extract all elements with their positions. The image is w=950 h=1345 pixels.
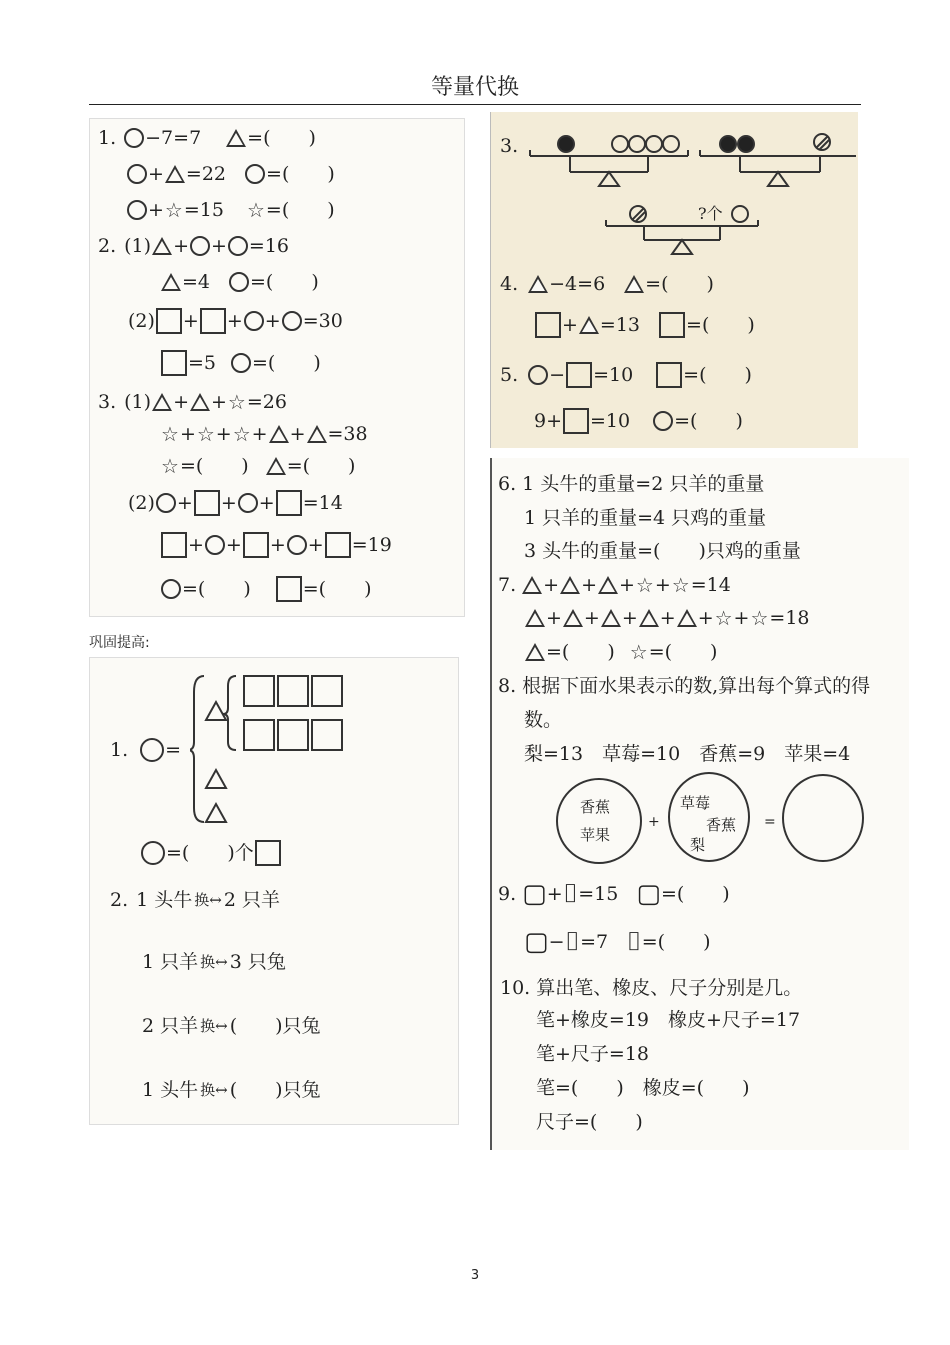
circle-icon — [161, 579, 181, 599]
triangle-icon — [226, 129, 246, 147]
rb-q9-line1: 9. ▢ + ⌷ =15 ▢ =( ) — [498, 879, 730, 909]
rb-q8-line3 — [524, 742, 850, 766]
swap-label: 换 — [200, 1017, 216, 1035]
rt-q5-l3: 9+ — [534, 410, 563, 432]
circle-icon — [653, 411, 673, 431]
lt-q3-l4: =( ) — [286, 455, 356, 477]
circle-icon — [245, 164, 265, 184]
rt-q5-line1: 5. − =10 =( ) — [500, 364, 752, 386]
balance-scales-diagram — [520, 126, 856, 266]
lb-q2-l4a: 1 头牛 — [142, 1079, 199, 1101]
rb-q10-line5 — [536, 1110, 643, 1134]
lb-q1-line — [110, 738, 181, 762]
star-icon: ☆ — [246, 198, 265, 222]
rt-q5-l4: =10 — [590, 410, 631, 432]
rt-q5-l2: =( ) — [683, 364, 752, 386]
rb-q10-l3: 笔+尺子=18 — [536, 1043, 650, 1065]
star-icon: ☆ — [196, 422, 215, 446]
lt-q3-p2: (2) — [128, 492, 155, 514]
star-icon: ☆ — [629, 640, 648, 664]
brace-diagram — [190, 672, 360, 832]
rb-q10-line2 — [536, 1008, 800, 1032]
fruit-label: 苹果 — [580, 826, 611, 844]
cube-icon: ▢ — [524, 927, 549, 957]
lt-q2-l3: =( ) — [250, 271, 319, 293]
lt-q2-line4 — [160, 350, 321, 376]
lt-q3-l8: =( ) — [302, 578, 372, 600]
triangle-icon — [165, 165, 185, 183]
lt-q1-plus2: + — [148, 199, 164, 221]
circle-icon — [156, 493, 176, 513]
lb-q2-line1 — [110, 888, 280, 912]
triangle-icon — [152, 393, 172, 411]
triangle-icon — [579, 316, 599, 334]
exchange-arrow-icon: 换↔ — [200, 1081, 228, 1099]
rb-q8-line1 — [498, 674, 870, 698]
lt-q2-line1: 2. (1) + + =16 — [98, 235, 290, 257]
lt-q3-line3 — [160, 454, 355, 478]
lt-q3-l3: =( ) — [179, 455, 249, 477]
cylinder-icon: ⌷ — [626, 927, 642, 957]
lt-q1-c: =22 — [185, 163, 227, 185]
triangle-icon — [152, 237, 172, 255]
rb-q7-l1: =14 — [690, 574, 731, 596]
rt-q4-line1 — [500, 272, 714, 296]
square-icon — [255, 840, 281, 866]
lt-q3-l5: =14 — [302, 492, 343, 514]
lt-q2-p2: (2) — [128, 310, 155, 332]
rb-q9-l1: =15 — [578, 883, 619, 905]
lt-q2-line2 — [160, 270, 319, 294]
circle-icon — [287, 535, 307, 555]
lt-q3-line2: ☆ + ☆ + ☆ + + =38 — [161, 422, 368, 446]
circle-icon — [205, 535, 225, 555]
rt-q4-num: 4. — [500, 273, 519, 295]
rb-q10-l2: 笔+橡皮=19 橡皮+尺子=17 — [536, 1009, 801, 1031]
rt-q5-l1: =10 — [593, 364, 634, 386]
star-icon: ☆ — [161, 454, 179, 478]
lt-q1-d: =( ) — [266, 163, 335, 185]
cube-icon: ▢ — [636, 879, 661, 909]
circle-icon — [238, 493, 258, 513]
lb-q2-l3b: ( )只兔 — [229, 1015, 321, 1037]
lb-q2-l1a: 1 头牛 — [136, 889, 193, 911]
star-icon: ☆ — [227, 390, 246, 414]
rb-q10-l4: 笔=( ) 橡皮=( ) — [536, 1077, 750, 1099]
triangle-icon — [563, 609, 583, 627]
swap-label: 换 — [200, 953, 216, 971]
fruit-label: 香蕉 — [706, 816, 737, 834]
rb-q7-line2: + + + + + ☆ + ☆ =18 — [524, 606, 810, 630]
rb-q9-line2: ▢ − ⌷ =7 ⌷ =( ) — [524, 927, 711, 957]
lt-q1-line3 — [126, 198, 335, 222]
lb-q1-ans: =( )个 — [166, 842, 254, 864]
lt-q3-line1: 3. (1) + + ☆ =26 — [98, 390, 287, 414]
fruit-label: 香蕉 — [580, 798, 611, 816]
lt-q3-line5: + + + + =19 — [160, 532, 392, 558]
rt-q4-l4: =( ) — [686, 314, 755, 336]
lt-q1-g: =( ) — [247, 127, 316, 149]
lb-q2-l3a: 2 只羊 — [142, 1015, 199, 1037]
rb-q8-num: 8. — [498, 675, 517, 697]
circle-icon — [282, 311, 302, 331]
circle-icon — [229, 272, 249, 292]
rt-q4-l1: −4=6 — [549, 273, 606, 295]
rb-q10-num: 10. — [500, 977, 531, 999]
triangle-icon — [161, 273, 181, 291]
triangle-icon — [677, 609, 697, 627]
exchange-arrow-icon: 换↔ — [194, 891, 222, 909]
lb-q1-answer — [140, 840, 282, 866]
lt-q1-line1 — [98, 126, 316, 150]
circle-icon — [231, 353, 251, 373]
title-rule — [89, 104, 861, 105]
lt-q2-l6: =( ) — [252, 352, 321, 374]
lb-q2-num: 2. — [110, 889, 129, 911]
rb-q6-l1: 1 头牛的重量=2 只羊的重量 — [522, 473, 765, 495]
star-icon: ☆ — [232, 422, 251, 446]
rb-q10-l1: 算出笔、橡皮、尺子分别是几。 — [536, 977, 803, 999]
square-icon — [161, 532, 187, 558]
lt-q2-num: 2. — [98, 235, 117, 257]
rt-q3-num-text: 3. — [500, 135, 519, 157]
subheading: 巩固提高: — [89, 635, 150, 651]
lb-q1-num: 1. — [110, 739, 129, 761]
rt-q4-l3: =13 — [599, 314, 641, 336]
swap-label: 换 — [194, 891, 210, 909]
lt-q3-p1: (1) — [124, 391, 152, 413]
lt-q3-l1: =26 — [246, 391, 287, 413]
square-icon — [200, 308, 226, 334]
star-icon: ☆ — [750, 606, 769, 630]
rb-q8-l2: 数。 — [524, 709, 563, 731]
triangle-icon — [601, 609, 621, 627]
circle-icon — [127, 200, 147, 220]
triangle-icon — [624, 275, 644, 293]
lt-q2-p1: (1) — [124, 235, 152, 257]
cube-icon: ▢ — [522, 879, 547, 909]
exchange-arrow-icon: 换↔ — [200, 1017, 228, 1035]
square-icon — [161, 350, 187, 376]
rb-q8-l3: 梨=13 草莓=10 香蕉=9 苹果=4 — [524, 743, 851, 765]
circle-icon — [124, 128, 144, 148]
rt-q5-line2 — [534, 408, 743, 434]
rb-q6-line1 — [498, 472, 764, 496]
lt-q2-l5: =5 — [188, 352, 217, 374]
lt-q2-l2: =4 — [182, 271, 211, 293]
rb-q10-line4 — [536, 1076, 750, 1100]
page-title: 等量代换 — [430, 75, 519, 100]
triangle-icon — [639, 609, 659, 627]
star-icon: ☆ — [164, 198, 183, 222]
lt-q2-l1: =16 — [248, 235, 290, 257]
fruit-label: 草莓 — [680, 794, 711, 812]
triangle-icon — [190, 393, 210, 411]
lt-q3-line4: (2) + + + =14 — [128, 492, 343, 514]
answer-circle — [782, 774, 864, 862]
lb-q2-l2b: 3 只兔 — [229, 951, 286, 973]
triangle-icon — [598, 576, 618, 594]
rb-q7-l3: =( ) — [546, 641, 615, 663]
circle-icon — [140, 738, 164, 762]
rt-q3-question — [698, 202, 723, 226]
star-icon: ☆ — [635, 573, 654, 597]
lt-q1-e: =15 — [183, 199, 224, 221]
square-icon — [325, 532, 351, 558]
lb-q2-l4b: ( )只兔 — [229, 1079, 321, 1101]
rb-q10-l5: 尺子=( ) — [536, 1111, 643, 1133]
plus-sign: + — [648, 814, 660, 830]
rb-q7-l4: =( ) — [648, 641, 718, 663]
lt-q3-l2: =38 — [327, 423, 368, 445]
lb-q2-l1b: 2 只羊 — [223, 889, 281, 911]
rb-q8-l1: 根据下面水果表示的数,算出每个算式的得 — [522, 675, 871, 697]
exchange-arrow-icon: 换↔ — [200, 953, 228, 971]
rb-q7-line3 — [524, 640, 717, 664]
triangle-icon — [307, 425, 327, 443]
rb-q9-num: 9. — [498, 883, 517, 905]
equals-sign: = — [764, 814, 776, 830]
square-icon — [535, 312, 561, 338]
star-icon: ☆ — [714, 606, 733, 630]
lb-q2-line3 — [142, 1014, 321, 1038]
cylinder-icon: ⌷ — [562, 879, 579, 909]
lb-q1-eq: = — [165, 739, 182, 761]
triangle-icon — [560, 576, 580, 594]
triangle-icon — [525, 609, 545, 627]
rb-q7-num: 7. — [498, 574, 517, 596]
rb-q7-line1: 7. + + + ☆ + ☆ =14 — [498, 573, 731, 597]
lt-q1-plus: + — [148, 163, 164, 185]
rb-q8-eq — [764, 810, 776, 834]
rb-q8-plus — [648, 810, 660, 834]
lt-q1-a: −7=7 — [145, 127, 202, 149]
lt-q3-l7: =( ) — [182, 578, 251, 600]
triangle-icon — [266, 457, 286, 475]
triangle-icon — [269, 425, 289, 443]
lt-q1-line2 — [126, 162, 335, 186]
square-icon — [566, 362, 592, 388]
circle-icon — [127, 164, 147, 184]
rb-q6-num: 6. — [498, 473, 517, 495]
square-icon — [656, 362, 682, 388]
square-icon — [156, 308, 182, 334]
circle-icon — [228, 236, 248, 256]
lb-q2-l2a: 1 只羊 — [142, 951, 199, 973]
rb-q6-l3: 3 头牛的重量=( )只鸡的重量 — [524, 540, 801, 562]
fruit-circle-2 — [668, 772, 750, 862]
triangle-icon — [528, 275, 548, 293]
lb-q2-line4 — [142, 1078, 321, 1102]
rb-q8-line2 — [524, 708, 562, 732]
lt-q3-line6 — [160, 576, 372, 602]
triangle-icon — [525, 643, 545, 661]
square-icon — [194, 490, 220, 516]
circle-icon — [190, 236, 210, 256]
lt-q2-l4: =30 — [302, 310, 343, 332]
rt-q4-line2: + =13 =( ) — [534, 312, 755, 338]
square-icon — [276, 576, 302, 602]
rb-q9-l4: =( ) — [641, 931, 711, 953]
rb-q10-line3 — [536, 1042, 649, 1066]
swap-label: 换 — [200, 1081, 216, 1099]
rb-q7-l2: =18 — [769, 607, 810, 629]
circle-icon — [141, 841, 165, 865]
circle-icon — [528, 365, 548, 385]
square-icon — [659, 312, 685, 338]
circle-icon — [244, 311, 264, 331]
rt-q4-l2: =( ) — [645, 273, 714, 295]
lb-q2-line2 — [142, 950, 286, 974]
star-icon: ☆ — [671, 573, 690, 597]
page-number: 3 — [470, 1268, 480, 1283]
square-icon — [276, 490, 302, 516]
fruit-circle-1 — [556, 778, 642, 864]
rt-q5-l5: =( ) — [674, 410, 743, 432]
fruit-label: 梨 — [690, 836, 706, 854]
rt-q3-num — [500, 134, 518, 158]
triangle-icon — [522, 576, 542, 594]
rt-q5-num: 5. — [500, 364, 519, 386]
square-icon — [563, 408, 589, 434]
lt-q3-num: 3. — [98, 391, 117, 413]
lt-q1-f: =( ) — [265, 199, 335, 221]
square-icon — [243, 532, 269, 558]
rb-q10-line1 — [500, 976, 802, 1000]
rb-q6-line2 — [524, 506, 766, 530]
cylinder-icon: ⌷ — [564, 927, 581, 957]
rb-q9-l3: =7 — [580, 931, 609, 953]
rb-q6-line3 — [524, 539, 801, 563]
rb-q9-l2: =( ) — [660, 883, 730, 905]
star-icon: ☆ — [161, 422, 179, 446]
lt-q2-line3: (2) + + + =30 — [128, 310, 343, 332]
rb-q6-l2: 1 只羊的重量=4 只鸡的重量 — [524, 507, 767, 529]
lt-q1-num: 1. — [98, 127, 117, 149]
lt-q3-l6: =19 — [351, 534, 392, 556]
rt-q3-q-text: ?个 — [698, 204, 723, 223]
